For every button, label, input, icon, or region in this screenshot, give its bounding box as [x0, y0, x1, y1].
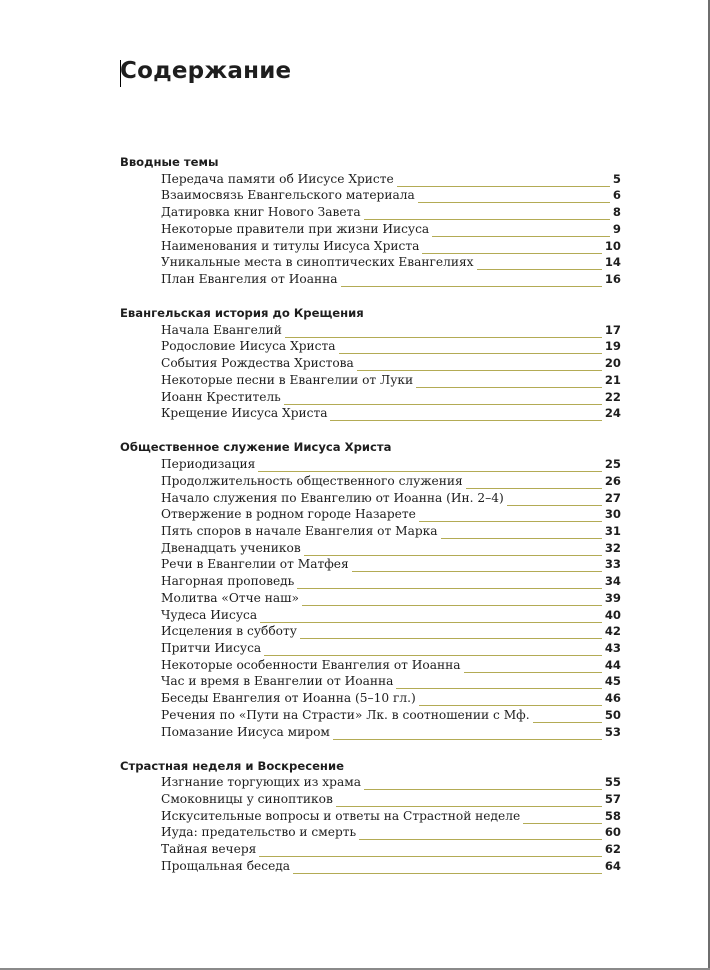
- entry-title: Наименования и титулы Иисуса Христа: [161, 239, 422, 254]
- entry-title: Иоанн Креститель: [161, 390, 284, 405]
- toc-entry[interactable]: [161, 371, 621, 388]
- entry-title: Смоковницы у синоптиков: [161, 792, 336, 807]
- entry-page-number: 46: [602, 691, 621, 706]
- toc-section: [120, 440, 621, 739]
- entry-page-number: 20: [602, 356, 621, 371]
- entry-title: Речения по «Пути на Страсти» Лк. в соотношении с Мф.: [161, 708, 533, 723]
- toc-section: [120, 759, 621, 874]
- entry-title: Искусительные вопросы и ответы на Страстной неделе: [161, 809, 523, 824]
- toc-entry[interactable]: [161, 203, 621, 220]
- toc-entry[interactable]: [161, 556, 621, 573]
- table-of-contents: [120, 155, 621, 893]
- entry-title: Пять споров в начале Евангелия от Марка: [161, 524, 441, 539]
- entry-page-number: 31: [602, 524, 621, 539]
- entry-title: Двенадцать учеников: [161, 541, 304, 556]
- toc-entry[interactable]: [161, 639, 621, 656]
- entry-page-number: 34: [602, 574, 621, 589]
- entry-title: Отвержение в родном городе Назарете: [161, 507, 419, 522]
- entry-page-number: 19: [602, 339, 621, 354]
- toc-entry[interactable]: [161, 589, 621, 606]
- entry-title: Некоторые особенности Евангелия от Иоанна: [161, 658, 464, 673]
- entry-page-number: 43: [602, 641, 621, 656]
- entry-title: Начала Евангелий: [161, 323, 285, 338]
- toc-entry[interactable]: [161, 824, 621, 841]
- toc-entry[interactable]: [161, 388, 621, 405]
- entry-title: План Евангелия от Иоанна: [161, 272, 341, 287]
- entry-page-number: 39: [602, 591, 621, 606]
- entry-page-number: 45: [602, 674, 621, 689]
- toc-entry[interactable]: [161, 170, 621, 187]
- entry-page-number: 14: [602, 255, 621, 270]
- toc-entry[interactable]: [161, 790, 621, 807]
- entry-page-number: 33: [602, 557, 621, 572]
- page-title: Содержание: [120, 58, 292, 84]
- toc-entry[interactable]: [161, 472, 621, 489]
- toc-entry[interactable]: [161, 656, 621, 673]
- toc-entry[interactable]: [161, 455, 621, 472]
- toc-entry[interactable]: [161, 606, 621, 623]
- entry-title: Изгнание торгующих из храма: [161, 775, 364, 790]
- entry-title: Нагорная проповедь: [161, 574, 297, 589]
- entry-page-number: 8: [610, 205, 621, 220]
- entry-page-number: 17: [602, 323, 621, 338]
- entry-title: Родословие Иисуса Христа: [161, 339, 339, 354]
- entry-page-number: 58: [602, 809, 621, 824]
- entry-page-number: 24: [602, 406, 621, 421]
- entry-title: События Рождества Христова: [161, 356, 357, 371]
- toc-entry[interactable]: [161, 506, 621, 523]
- entry-title: Периодизация: [161, 457, 258, 472]
- entry-page-number: 32: [602, 541, 621, 556]
- toc-entry[interactable]: [161, 857, 621, 874]
- entry-page-number: 40: [602, 608, 621, 623]
- entry-page-number: 57: [602, 792, 621, 807]
- entry-page-number: 26: [602, 474, 621, 489]
- toc-entry[interactable]: [161, 489, 621, 506]
- toc-entry[interactable]: [161, 405, 621, 422]
- entry-title: Передача памяти об Иисусе Христе: [161, 172, 397, 187]
- section-title: Евангельская история до Крещения: [120, 306, 364, 321]
- entry-title: Датировка книг Нового Завета: [161, 205, 364, 220]
- entry-title: Притчи Иисуса: [161, 641, 264, 656]
- entry-page-number: 62: [602, 842, 621, 857]
- toc-entry[interactable]: [161, 254, 621, 271]
- entry-title: Час и время в Евангелии от Иоанна: [161, 674, 396, 689]
- toc-entry[interactable]: [161, 522, 621, 539]
- toc-entry[interactable]: [161, 723, 621, 740]
- entry-title: Чудеса Иисуса: [161, 608, 260, 623]
- entry-page-number: 6: [610, 188, 621, 203]
- entry-title: Беседы Евангелия от Иоанна (5–10 гл.): [161, 691, 419, 706]
- toc-entry[interactable]: [161, 270, 621, 287]
- entry-page-number: 42: [602, 624, 621, 639]
- toc-entry[interactable]: [161, 539, 621, 556]
- entry-page-number: 16: [602, 272, 621, 287]
- entry-page-number: 64: [602, 859, 621, 874]
- entry-page-number: 5: [610, 172, 621, 187]
- entry-page-number: 44: [602, 658, 621, 673]
- entry-page-number: 30: [602, 507, 621, 522]
- entry-page-number: 22: [602, 390, 621, 405]
- entry-page-number: 53: [602, 725, 621, 740]
- entry-title: Некоторые песни в Евангелии от Луки: [161, 373, 416, 388]
- toc-section: [120, 306, 621, 421]
- toc-entry[interactable]: [161, 840, 621, 857]
- entry-page-number: 25: [602, 457, 621, 472]
- entry-title: Начало служения по Евангелию от Иоанна (Ин. 2–4): [161, 491, 507, 506]
- toc-entry[interactable]: [161, 774, 621, 791]
- entry-title: Некоторые правители при жизни Иисуса: [161, 222, 432, 237]
- entry-page-number: 60: [602, 825, 621, 840]
- entry-title: Иуда: предательство и смерть: [161, 825, 359, 840]
- toc-entry[interactable]: [161, 807, 621, 824]
- entry-page-number: 55: [602, 775, 621, 790]
- toc-entry[interactable]: [161, 673, 621, 690]
- entry-title: Уникальные места в синоптических Евангелиях: [161, 255, 477, 270]
- entry-title: Взаимосвязь Евангельского материала: [161, 188, 418, 203]
- toc-entry[interactable]: [161, 623, 621, 640]
- entry-page-number: 27: [602, 491, 621, 506]
- entry-title: Молитва «Отче наш»: [161, 591, 302, 606]
- entry-page-number: 21: [602, 373, 621, 388]
- toc-entry[interactable]: [161, 321, 621, 338]
- entry-title: Тайная вечеря: [161, 842, 259, 857]
- section-title: Вводные темы: [120, 155, 219, 169]
- entry-page-number: 50: [602, 708, 621, 723]
- entry-title: Помазание Иисуса миром: [161, 725, 333, 740]
- entry-title: Исцеления в субботу: [161, 624, 300, 639]
- toc-entry[interactable]: [161, 338, 621, 355]
- toc-entry[interactable]: [161, 706, 621, 723]
- toc-section: [120, 155, 621, 287]
- toc-entry[interactable]: [161, 187, 621, 204]
- entry-title: Продолжительность общественного служения: [161, 474, 466, 489]
- entry-title: Речи в Евангелии от Матфея: [161, 557, 352, 572]
- toc-entry[interactable]: [161, 689, 621, 706]
- section-title: Общественное служение Иисуса Христа: [120, 440, 392, 455]
- toc-entry[interactable]: [161, 354, 621, 371]
- toc-entry[interactable]: [161, 220, 621, 237]
- entry-page-number: 9: [610, 222, 621, 237]
- entry-title: Прощальная беседа: [161, 859, 293, 874]
- section-title: Страстная неделя и Воскресение: [120, 758, 344, 773]
- entry-title: Крещение Иисуса Христа: [161, 406, 330, 421]
- entry-page-number: 10: [602, 239, 621, 254]
- toc-entry[interactable]: [161, 237, 621, 254]
- toc-entry[interactable]: [161, 572, 621, 589]
